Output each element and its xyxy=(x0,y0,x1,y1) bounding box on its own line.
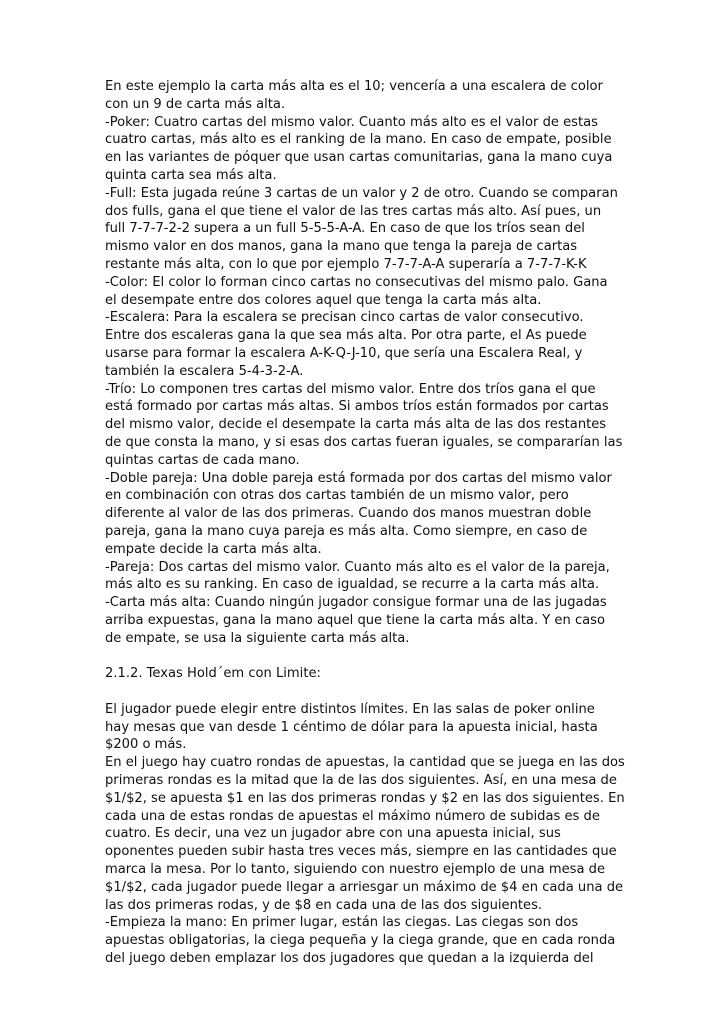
text-line: cuatro. Es decir, una vez un jugador abre con una apuesta inicial, sus xyxy=(105,826,561,842)
text-line: está formado por cartas más altas. Si ambos tríos están formados por cartas xyxy=(105,399,609,415)
text-line: -Color: El color lo forman cinco cartas no consecutivas del mismo palo. Gana xyxy=(105,274,608,290)
text-line: oponentes pueden subir hasta tres veces más, siempre en las cantidades que xyxy=(105,844,617,860)
text-line: de que consta la mano, y si esas dos cartas fueran iguales, se compararían las xyxy=(105,434,623,450)
text-line: en combinación con otras dos cartas también de un mismo valor, pero xyxy=(105,488,569,504)
text-line: las dos primeras rodas, y de $8 en cada una de las dos siguientes. xyxy=(105,897,543,913)
text-line: $1/$2, se apuesta $1 en las dos primeras rondas y $2 en las dos siguientes. En xyxy=(105,790,625,806)
text-line: mismo valor en dos manos, gana la mano que tenga la pareja de cartas xyxy=(105,239,578,255)
document-body xyxy=(105,78,630,968)
text-line: En el juego hay cuatro rondas de apuestas, la cantidad que se juega en las dos xyxy=(105,755,625,771)
text-line: diferente al valor de las dos primeras. Cuando dos manos muestran doble xyxy=(105,506,592,522)
text-line: de empate, se usa la siguiente carta más alta. xyxy=(105,630,410,646)
text-line: del mismo valor, decide el desempate la carta más alta de las dos restantes xyxy=(105,417,607,433)
text-line: -Pareja: Dos cartas del mismo valor. Cuanto más alto es el valor de la pareja, xyxy=(105,559,610,575)
text-line: apuestas obligatorias, la ciega pequeña y la ciega grande, que en cada ronda xyxy=(105,933,616,949)
text-line: marca la mesa. Por lo tanto, siguiendo con nuestro ejemplo de una mesa de xyxy=(105,862,606,878)
text-line: El jugador puede elegir entre distintos límites. En las salas de poker online xyxy=(105,701,595,717)
poker-hands-section xyxy=(105,78,630,648)
text-line: pareja, gana la mano cuya pareja es más alta. Como siempre, en caso de xyxy=(105,523,588,539)
text-line: el desempate entre dos colores aquel que tenga la carta más alta. xyxy=(105,292,542,308)
text-line: En este ejemplo la carta más alta es el 10; vencería a una escalera de color xyxy=(105,79,603,94)
text-line: hay mesas que van desde 1 céntimo de dólar para la apuesta inicial, hasta xyxy=(105,719,598,735)
text-line: -Full: Esta jugada reúne 3 cartas de un valor y 2 de otro. Cuando se comparan xyxy=(105,185,618,201)
blank-line xyxy=(105,683,630,701)
text-line: $1/$2, cada jugador puede llegar a arriesgar un máximo de $4 en cada una de xyxy=(105,879,624,895)
text-line: quinta carta sea más alta. xyxy=(105,167,277,183)
text-line: primeras rondas es la mitad que la de las dos siguientes. Así, en una mesa de xyxy=(105,773,617,789)
text-line: con un 9 de carta más alta. xyxy=(105,96,286,112)
text-line: del juego deben emplazar los dos jugadores que quedan a la izquierda del xyxy=(105,951,594,967)
blank-line xyxy=(105,648,630,666)
text-line: -Carta más alta: Cuando ningún jugador consigue formar una de las jugadas xyxy=(105,595,607,611)
text-line: restante más alta, con lo que por ejemplo 7-7-7-A-A superaría a 7-7-7-K-K xyxy=(105,256,587,272)
text-line: arriba expuestas, gana la mano aquel que tiene la carta más alta. Y en caso xyxy=(105,612,606,628)
limit-section xyxy=(105,701,630,968)
text-line: -Poker: Cuatro cartas del mismo valor. Cuanto más alto es el valor de estas xyxy=(105,114,598,130)
text-line: en las variantes de póquer que usan cartas comunitarias, gana la mano cuya xyxy=(105,150,613,166)
section-heading: 2.1.2. Texas Hold´em con Limite: xyxy=(105,666,321,682)
text-line: -Trío: Lo componen tres cartas del mismo valor. Entre dos tríos gana el que xyxy=(105,381,596,397)
text-line: quintas cartas de cada mano. xyxy=(105,452,300,468)
text-line: más alto es su ranking. En caso de igualdad, se recurre a la carta más alta. xyxy=(105,577,600,593)
text-line: -Empieza la mano: En primer lugar, están las ciegas. Las ciegas son dos xyxy=(105,915,579,931)
text-line: empate decide la carta más alta. xyxy=(105,541,322,557)
text-line: Entre dos escaleras gana la que sea más alta. Por otra parte, el As puede xyxy=(105,328,587,344)
text-line: usarse para formar la escalera A-K-Q-J-10, que sería una Escalera Real, y xyxy=(105,345,583,361)
text-line: cada una de estas rondas de apuestas el máximo número de subidas es de xyxy=(105,808,600,824)
text-line: -Doble pareja: Una doble pareja está formada por dos cartas del mismo valor xyxy=(105,470,612,486)
text-line: también la escalera 5-4-3-2-A. xyxy=(105,363,304,379)
text-line: cuatro cartas, más alto es el ranking de la mano. En caso de empate, posible xyxy=(105,132,612,148)
text-line: -Escalera: Para la escalera se precisan cinco cartas de valor consecutivo. xyxy=(105,310,584,326)
text-line: dos fulls, gana el que tiene el valor de las tres cartas más alto. Así pues, un xyxy=(105,203,602,219)
text-line: full 7-7-7-2-2 supera a un full 5-5-5-A-A. En caso de que los tríos sean del xyxy=(105,221,585,237)
text-line: $200 o más. xyxy=(105,737,187,753)
